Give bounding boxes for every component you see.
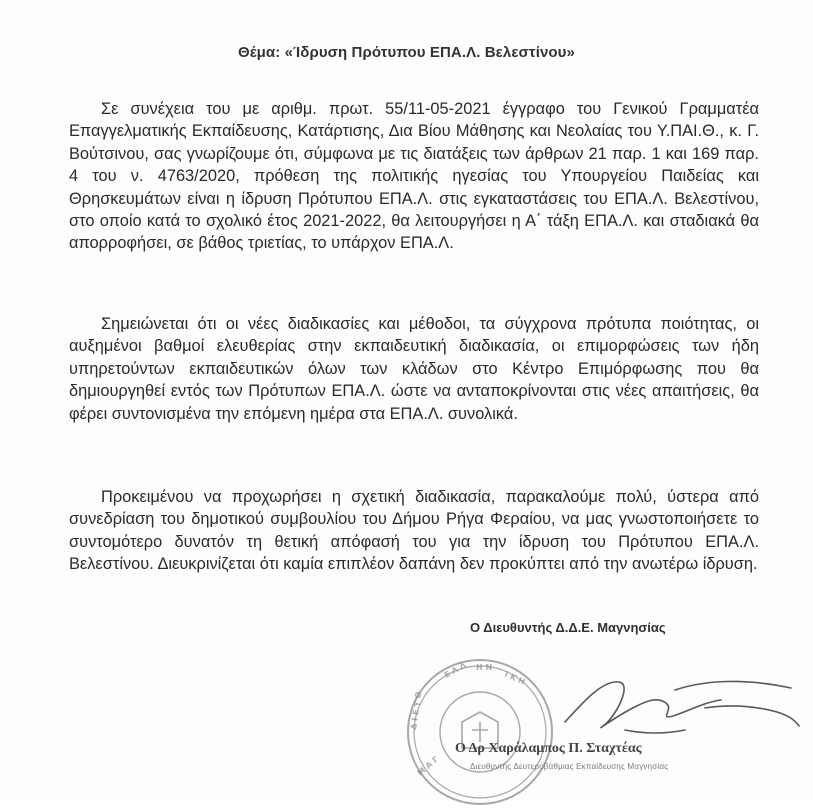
- svg-text:Ε Λ Λ: Ε Λ Λ: [442, 660, 468, 680]
- closing-title: Ο Διευθυντής Δ.Δ.Ε. Μαγνησίας: [470, 620, 666, 635]
- paragraph-2: Σημειώνεται ότι οι νέες διαδικασίες και μέθοδοι, τα σύγχρονα πρότυπα ποιότητας, οι αυξημένοι βαθμοί ελευθερίας στην εκπαιδευτική διαδικασία, οι επιμορφώσεις των ήδη υπηρετούντων εκπαιδευτικών όλων των κλάδων στο Κέντρο Επιμόρφωσης που θα δημιουργηθεί εντός των Πρότυπων ΕΠΑ.Λ. ώστε να ανταποκρίνονται στις νέες απαιτήσεις, θα φέρει συντονισμένα την επόμενη ημέρα στα ΕΠΑ.Λ. συνολικά.: [69, 315, 759, 423]
- handwritten-signature: [555, 660, 805, 750]
- official-stamp: [402, 652, 572, 812]
- svg-text:Μ Α Γ: Μ Α Γ: [415, 754, 441, 778]
- subject-line: Θέμα: «Ίδρυση Πρότυπου ΕΠΑ.Λ. Βελεστίνου»: [238, 44, 575, 61]
- paragraph-3: Προκειμένου να προχωρήσει η σχετική διαδικασία, παρακαλούμε πολύ, ύστερα από συνεδρίαση του δημοτικού συμβουλίου του Δήμου Ρήγα Φεραίου, να μας γνωστοποιήσετε το συντομότερο δυνατόν τη θετική απόφασή του για την ίδρυση του Πρότυπου ΕΠΑ.Λ. Βελεστίνου. Διευκρινίζεται ότι καμία επιπλέον δαπάνη δεν προκύπτει από την ανωτέρω ίδρυση.: [69, 488, 759, 574]
- svg-text:Δ Ι Ε Υ Θ: Δ Ι Ε Υ Θ: [409, 691, 424, 731]
- svg-text:Ι Κ Η: Ι Κ Η: [503, 669, 527, 687]
- svg-text:Η Ν: Η Ν: [476, 663, 493, 672]
- paragraph-1: Σε συνέχεια του με αριθμ. πρωτ. 55/11-05-2021 έγγραφο του Γενικού Γραμματέα Επαγγελματικής Εκπαίδευσης, Κατάρτισης, Δια Βίου Μάθησης και Νεολαίας του Υ.ΠΑΙ.Θ., κ. Γ. Βούτσινου, σας γνωρίζουμε ότι, σύμφωνα με τις διατάξεις των άρθρων 21 παρ. 1 και 169 παρ. 4 του ν. 4763/2020, πρόθεση της πολιτικής ηγεσίας του Υπουργείου Παιδείας και Θρησκευμάτων είναι η ίδρυση Πρότυπου ΕΠΑ.Λ. στις εγκαταστάσεις του ΕΠΑ.Λ. Βελεστίνου, στο οποίο κατά το σχολικό έτος 2021-2022, θα λειτουργήσει η Α΄ τάξη ΕΠΑ.Λ. και σταδιακά θα απορροφήσει, σε βάθος τριετίας, το υπάρχον ΕΠΑ.Λ.: [69, 100, 759, 253]
- signer-name: Ο Δρ Χαράλαμπος Π. Σταχτέας: [455, 741, 642, 756]
- signer-role: Διευθυντής Δευτεροβάθμιας Εκπαίδευσης Μαγνησίας: [470, 762, 669, 771]
